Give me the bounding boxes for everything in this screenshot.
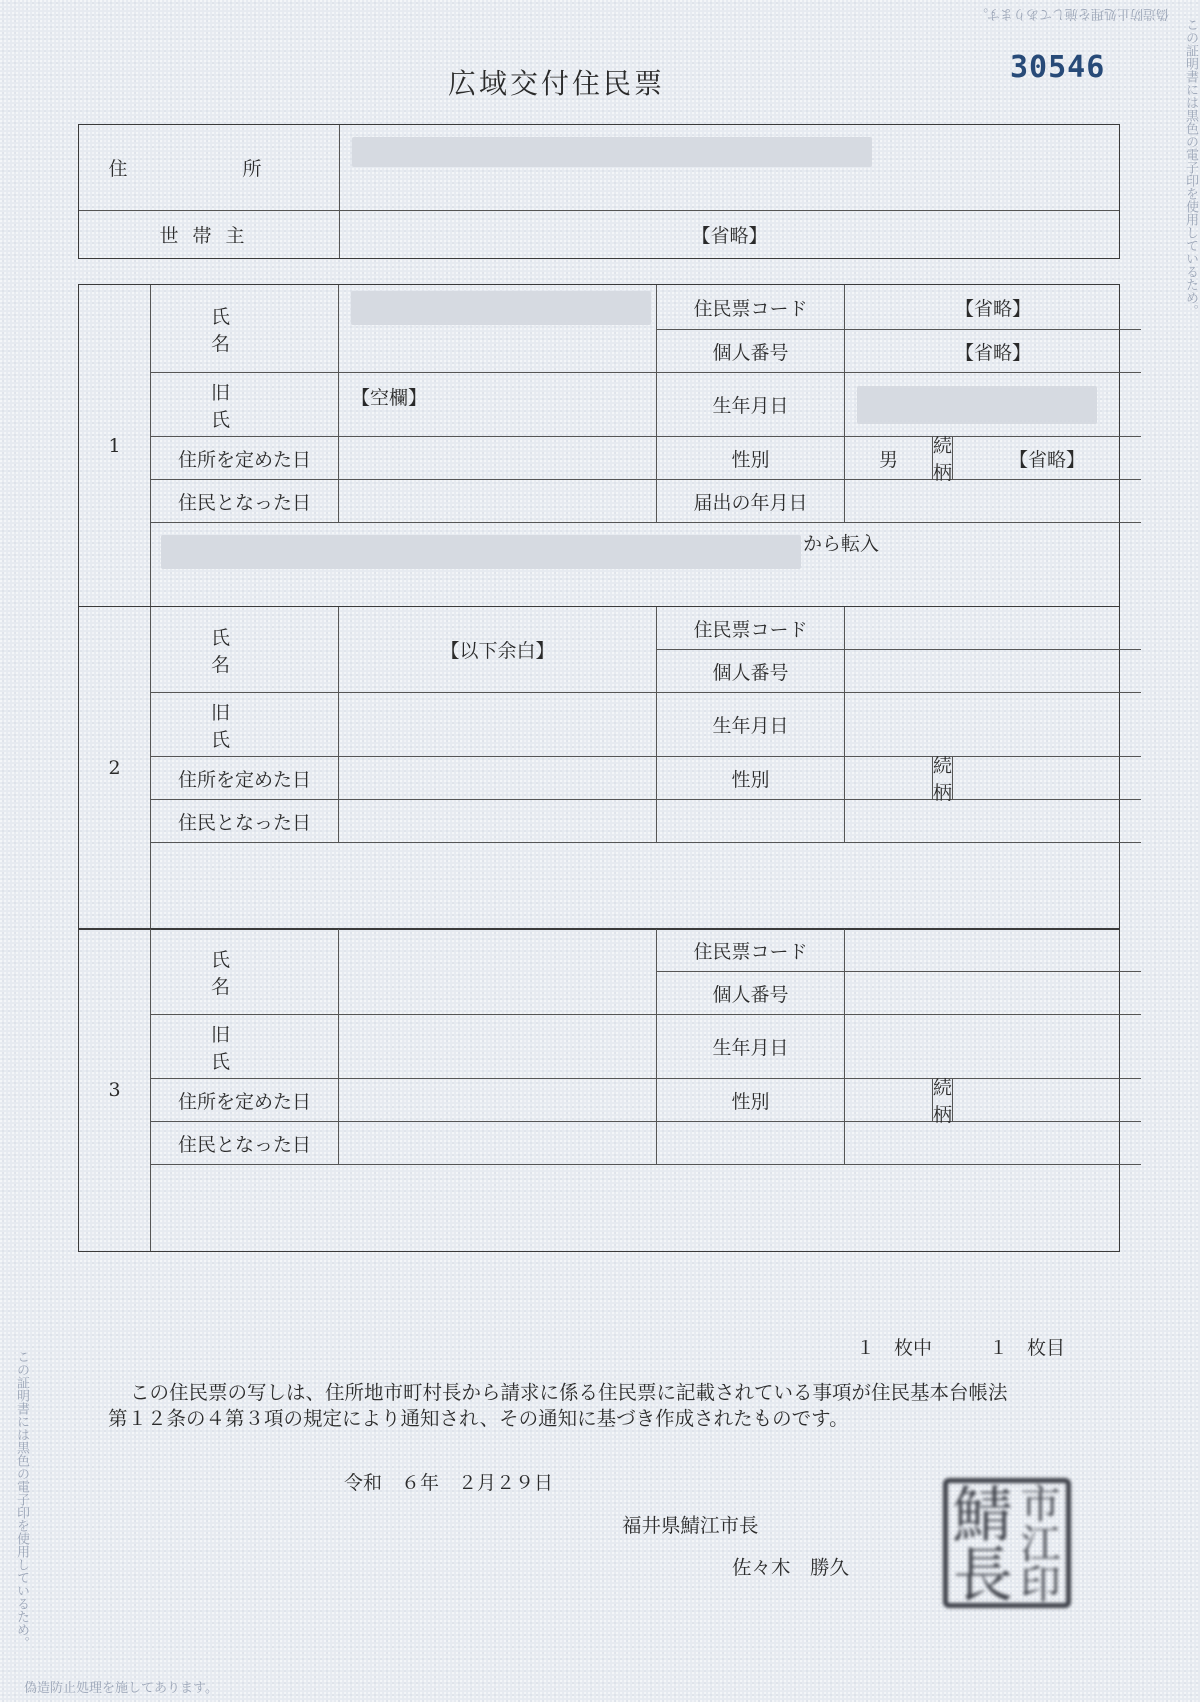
person-index: 1 bbox=[79, 285, 151, 606]
person-index: 2 bbox=[79, 607, 151, 929]
remarks bbox=[151, 843, 1141, 929]
relation-value bbox=[953, 757, 1141, 800]
personal-number-value: 【省略】 bbox=[845, 330, 1141, 373]
notification-date-label bbox=[657, 800, 845, 843]
official-seal bbox=[943, 1478, 1071, 1608]
birth-date-value bbox=[845, 693, 1141, 757]
person-block-2 bbox=[78, 606, 1120, 930]
remarks bbox=[151, 1165, 1141, 1251]
resident-code-label: 住民票コード bbox=[657, 607, 845, 650]
address-date-value bbox=[339, 437, 657, 480]
person-block-1 bbox=[78, 284, 1120, 607]
relation-value bbox=[953, 1079, 1141, 1122]
birth-date-value bbox=[845, 373, 1141, 437]
remarks bbox=[151, 523, 1141, 606]
former-name-label: 旧 氏 bbox=[151, 693, 339, 757]
name-label: 氏 名 bbox=[151, 607, 339, 693]
personal-number-label: 個人番号 bbox=[657, 972, 845, 1015]
security-note-bottom: 偽造防止処理を施してあります。 bbox=[24, 1681, 218, 1696]
sex-value bbox=[845, 1079, 933, 1122]
notification-date-value bbox=[845, 800, 1141, 843]
sex-label: 性別 bbox=[657, 1079, 845, 1122]
resident-date-label: 住民となった日 bbox=[151, 480, 339, 523]
page-count: １ 枚中 １ 枚目 bbox=[856, 1337, 1066, 1359]
former-name-label: 旧 氏 bbox=[151, 373, 339, 437]
former-name-value: 【空欄】 bbox=[339, 373, 657, 437]
resident-code-value bbox=[845, 607, 1141, 650]
sex-value bbox=[845, 757, 933, 800]
address-date-value bbox=[339, 757, 657, 800]
resident-date-value bbox=[339, 1122, 657, 1165]
name-value bbox=[339, 929, 657, 1015]
relation-label: 続柄 bbox=[933, 755, 953, 804]
notice-line-2: 第１２条の４第３項の規定により通知され、その通知に基づき作成されたものです。 bbox=[108, 1407, 849, 1430]
resident-code-value bbox=[845, 929, 1141, 972]
seal-char: 市 江 印 bbox=[1014, 1483, 1060, 1603]
certification-notice bbox=[108, 1380, 1108, 1432]
security-note-top: 偽造防止処理を施してあります。 bbox=[975, 6, 1169, 21]
birth-date-label: 生年月日 bbox=[657, 373, 845, 437]
sex-label: 性別 bbox=[657, 437, 845, 480]
issue-date: 令和 ６年 ２月２９日 bbox=[344, 1472, 554, 1494]
address-date-label: 住所を定めた日 bbox=[151, 757, 339, 800]
security-note-right: この証明書には黒色の電子印を使用しているため。 bbox=[1183, 18, 1198, 317]
address-date-label: 住所を定めた日 bbox=[151, 1079, 339, 1122]
birth-date-label: 生年月日 bbox=[657, 693, 845, 757]
personal-number-value bbox=[845, 972, 1141, 1015]
notification-date-label bbox=[657, 1122, 845, 1165]
resident-date-label: 住民となった日 bbox=[151, 800, 339, 843]
person-index: 3 bbox=[79, 929, 151, 1251]
resident-code-value: 【省略】 bbox=[845, 285, 1141, 330]
resident-code-label: 住民票コード bbox=[657, 929, 845, 972]
name-value bbox=[339, 285, 657, 373]
mayor-title: 福井県鯖江市長 bbox=[622, 1514, 759, 1537]
household-value: 【省略】 bbox=[691, 225, 768, 247]
header-table bbox=[78, 124, 1120, 259]
seal-char: 鯖 長 bbox=[943, 1483, 1013, 1603]
document-number: 30546 bbox=[1010, 50, 1106, 85]
notification-date-value bbox=[845, 480, 1141, 523]
sex-label: 性別 bbox=[657, 757, 845, 800]
birth-date-value bbox=[845, 1015, 1141, 1079]
personal-number-value bbox=[845, 650, 1141, 693]
address-date-value bbox=[339, 1079, 657, 1122]
mayor-name: 佐々木 勝久 bbox=[732, 1556, 850, 1579]
name-label: 氏 名 bbox=[151, 285, 339, 373]
household-label: 世帯主 bbox=[79, 211, 340, 258]
personal-number-label: 個人番号 bbox=[657, 330, 845, 373]
resident-date-value bbox=[339, 800, 657, 843]
notification-date-label: 届出の年月日 bbox=[657, 480, 845, 523]
relation-value: 【省略】 bbox=[953, 437, 1141, 480]
address-date-label: 住所を定めた日 bbox=[151, 437, 339, 480]
remarks-text: から転入 bbox=[803, 533, 880, 555]
resident-date-label: 住民となった日 bbox=[151, 1122, 339, 1165]
notice-line-1: この住民票の写しは、住所地市町村長から請求に係る住民票に記載されている事項が住民基本台帳法 bbox=[130, 1381, 1008, 1404]
address-label: 住 所 bbox=[79, 125, 340, 211]
relation-label: 続柄 bbox=[933, 1077, 953, 1126]
address-value bbox=[340, 125, 1119, 211]
resident-code-label: 住民票コード bbox=[657, 285, 845, 330]
resident-date-value bbox=[339, 480, 657, 523]
former-name-label: 旧 氏 bbox=[151, 1015, 339, 1079]
document-title: 広域交付住民票 bbox=[448, 67, 666, 100]
former-name-value bbox=[339, 1015, 657, 1079]
name-value: 【以下余白】 bbox=[339, 607, 657, 693]
sex-value: 男 bbox=[845, 437, 933, 480]
personal-number-label: 個人番号 bbox=[657, 650, 845, 693]
notification-date-value bbox=[845, 1122, 1141, 1165]
person-block-3 bbox=[78, 928, 1120, 1252]
former-name-value bbox=[339, 693, 657, 757]
name-label: 氏 名 bbox=[151, 929, 339, 1015]
relation-label: 続柄 bbox=[933, 435, 953, 484]
security-note-left: この証明書には黒色の電子印を使用しているため。 bbox=[14, 1350, 29, 1649]
birth-date-label: 生年月日 bbox=[657, 1015, 845, 1079]
